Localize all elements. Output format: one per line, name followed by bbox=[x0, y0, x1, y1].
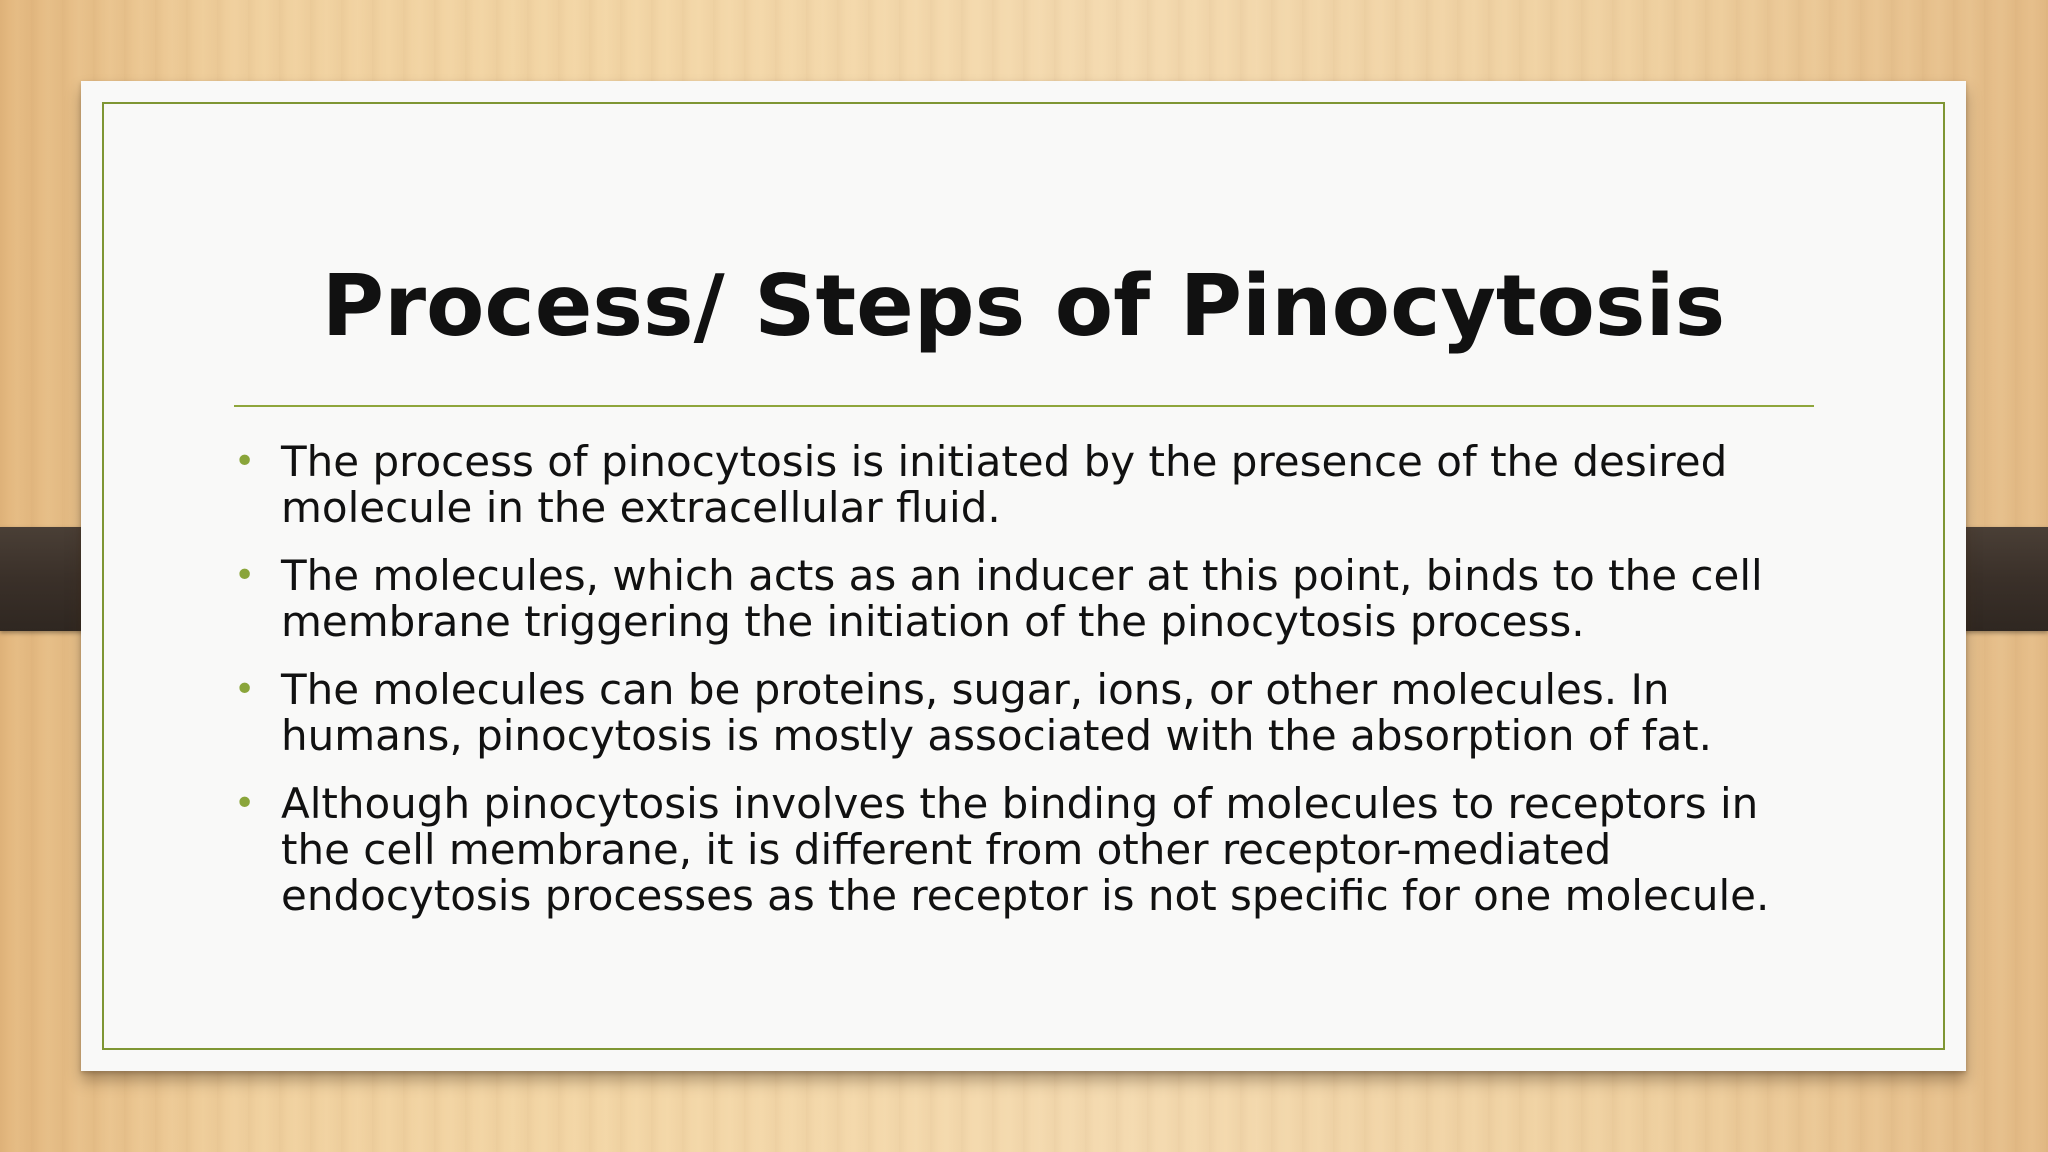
bullet-text: The process of pinocytosis is initiated by the presence of the desired molecule in the extracellular fluid. bbox=[281, 437, 1728, 532]
title-divider bbox=[234, 405, 1814, 407]
bullet-dot-icon: • bbox=[234, 555, 256, 596]
bullet-text: The molecules can be proteins, sugar, ions, or other molecules. In humans, pinocytosis is mostly associated with the absorption of fat. bbox=[281, 665, 1712, 760]
slide-title: Process/ Steps of Pinocytosis bbox=[321, 257, 1726, 356]
bullet-dot-icon: • bbox=[234, 441, 256, 482]
bullet-dot-icon: • bbox=[234, 783, 256, 824]
slide bbox=[81, 81, 1966, 1071]
bullet-item bbox=[234, 439, 1834, 531]
bullet-text: Although pinocytosis involves the binding of molecules to receptors in the cell membrane, it is different from other receptor-mediated endocytosis processes as the receptor is not specific for one molecule. bbox=[281, 779, 1770, 920]
bullet-item bbox=[234, 781, 1834, 919]
bullet-dot-icon: • bbox=[234, 669, 256, 710]
bullet-text: The molecules, which acts as an inducer at this point, binds to the cell membrane triggering the initiation of the pinocytosis process. bbox=[281, 551, 1763, 646]
bullet-item bbox=[234, 667, 1834, 759]
bullet-list bbox=[234, 439, 1834, 941]
bullet-item bbox=[234, 553, 1834, 645]
